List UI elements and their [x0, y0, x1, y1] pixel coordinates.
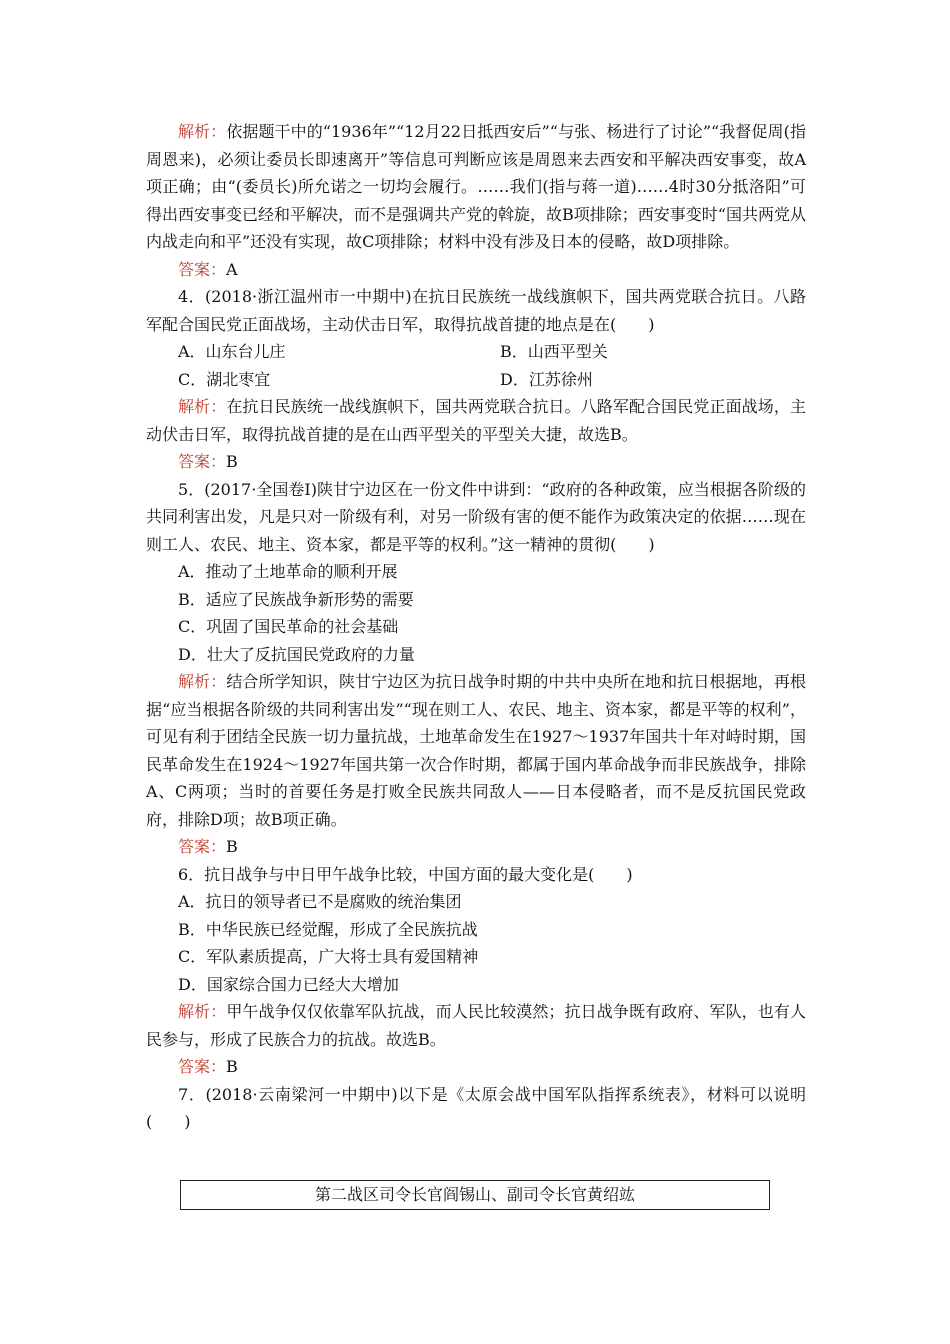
q5-analysis: 解析：结合所学知识，陕甘宁边区为抗日战争时期的中共中央所在地和抗日根据地，再根据“应当根据各阶级的共同利害出发”“现在则工人、农民、地主、资本家，都是平等的权利”，可见有利于团结全民族一切力量抗战，土地革命发生在1927～1937年国共十年对峙时期，国民革命发生在1924～1927年国共第一次合作时期，都属于国内革命战争而非民族战争，排除A、C两项；当时的首要任务是打败全民族共同敌人——日本侵略者，而不是反抗国民党政府，排除D项；故B项正确。: [146, 672, 806, 829]
q4-option-d: D．江苏徐州: [500, 369, 593, 389]
q4-analysis: 解析：在抗日民族统一战线旗帜下，国共两党联合抗日。八路军配合国民党正面战场，主动伏击日军，取得抗战首捷的是在山西平型关的平型关大捷，故选B。: [146, 397, 806, 444]
analysis-label: 解析：: [178, 122, 227, 141]
q3-answer: 答案：A: [178, 259, 238, 279]
document-body: [146, 118, 806, 1136]
q4-option-a: A．山东台儿庄: [178, 342, 286, 361]
q7-stem: 7．(2018·云南梁河一中期中)以下是《太原会战中国军队指挥系统表》，材料可以说明( ): [146, 1084, 806, 1131]
q4-answer: 答案：B: [178, 452, 238, 471]
q6-stem: 6．抗日战争与中日甲午战争比较，中国方面的最大变化是( ): [178, 864, 633, 884]
analysis-label: 解析：: [178, 397, 227, 416]
q6-option-b: B．中华民族已经觉醒，形成了全民族抗战: [178, 919, 478, 939]
q4-option-b: B．山西平型关: [500, 342, 608, 361]
analysis-label: 解析：: [178, 672, 227, 691]
answer-label: 答案：: [178, 837, 227, 856]
answer-label: 答案：: [178, 1057, 227, 1076]
q6-option-c: C．军队素质提高，广大将士具有爱国精神: [178, 947, 479, 966]
q6-option-d: D．国家综合国力已经大大增加: [178, 974, 399, 994]
q4-option-c: C．湖北枣宜: [178, 369, 271, 389]
q5-option-d: D．壮大了反抗国民党政府的力量: [178, 644, 415, 664]
q5-stem: 5．(2017·全国卷Ⅰ)陕甘宁边区在一份文件中讲到：“政府的各种政策，应当根据各阶级的共同利害出发，凡是只对一阶级有利，对另一阶级有害的便不能作为政策决定的依据……现在则工人、农民、地主、资本家，都是平等的权利。”这一精神的贯彻( ): [146, 479, 806, 554]
q5-option-b: B．适应了民族战争新形势的需要: [178, 589, 414, 609]
q3-analysis: 解析：依据题干中的“1936年”“12月22日抵西安后”“与张、杨进行了讨论”“我督促周(指周恩来)，必须让委员长即速离开”等信息可判断应该是周恩来去西安和平解决西安事变，故A项正确；由“(委员长)所允诺之一切均会履行。……我们(指与蒋一道)……4时30分抵洛阳”可得出西安事变已经和平解决，而不是强调共产党的斡旋，故B项排除；西安事变时“国共两党从内战走向和平”还没有实现，故C项排除；材料中没有涉及日本的侵略，故D项排除。: [146, 122, 806, 251]
q5-option-c: C．巩固了国民革命的社会基础: [178, 617, 399, 636]
q6-option-a: A．抗日的领导者已不是腐败的统治集团: [178, 892, 462, 911]
q5-answer: 答案：B: [178, 837, 238, 856]
analysis-label: 解析：: [178, 1002, 227, 1021]
q4-options-row-2: [146, 366, 806, 394]
q4-stem: 4．(2018·浙江温州市一中期中)在抗日民族统一战线旗帜下，国共两党联合抗日。八路军配合国民党正面战场，主动伏击日军，取得抗战首捷的地点是在( ): [146, 287, 806, 334]
q7-table-header: 第二战区司令长官阎锡山、副司令长官黄绍竑: [180, 1180, 770, 1210]
answer-label: 答案：: [178, 259, 227, 279]
q5-option-a: A．推动了土地革命的顺利开展: [178, 562, 398, 581]
q4-options-row-1: [146, 338, 806, 366]
answer-label: 答案：: [178, 452, 227, 471]
q6-answer: 答案：B: [178, 1057, 238, 1076]
q6-analysis: 解析：甲午战争仅仅依靠军队抗战，而人民比较漠然；抗日战争既有政府、军队，也有人民参与，形成了民族合力的抗战。故选B。: [146, 1002, 806, 1049]
